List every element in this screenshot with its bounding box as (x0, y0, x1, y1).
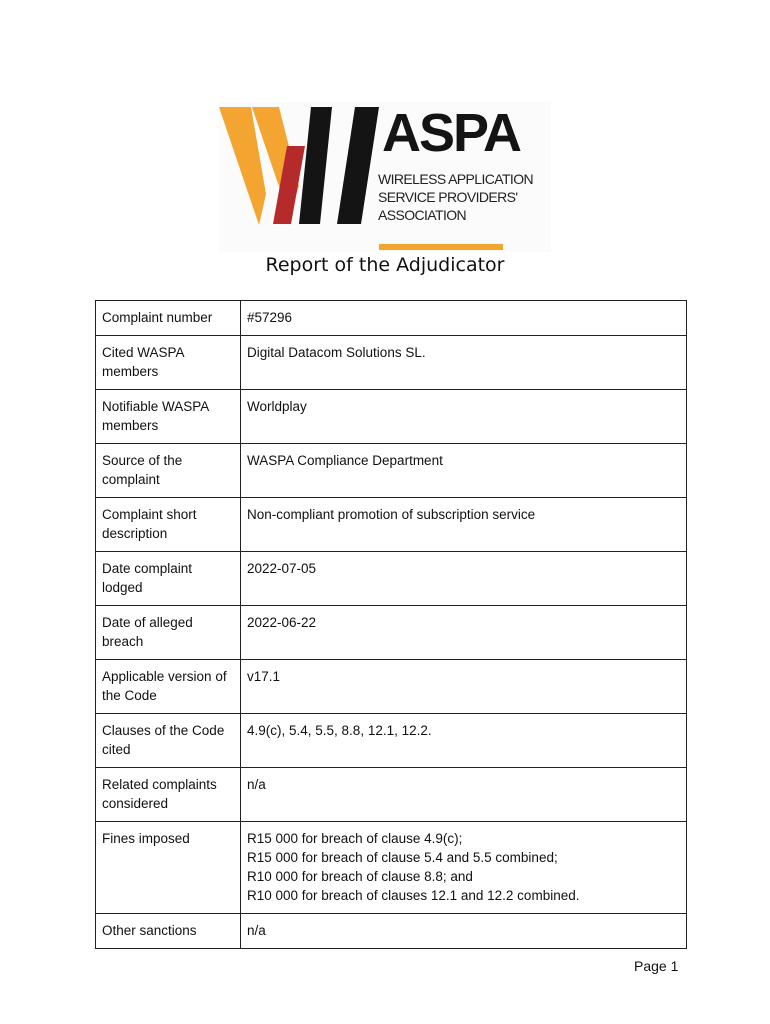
table-row (96, 914, 687, 949)
table-row (96, 301, 687, 336)
logo-subtitle-line: WIRELESS APPLICATION (378, 171, 534, 187)
table-row (96, 660, 687, 714)
table-row (96, 714, 687, 768)
logo-underline-bar (379, 244, 503, 250)
row-value: n/a (241, 768, 687, 822)
row-label: Related complaints considered (96, 768, 241, 822)
table-row (96, 498, 687, 552)
row-label: Cited WASPA members (96, 336, 241, 390)
fine-line: R15 000 for breach of clause 5.4 and 5.5 combined; (247, 850, 558, 865)
row-value: Worldplay (241, 390, 687, 444)
fine-line: R10 000 for breach of clauses 12.1 and 12.2 combined. (247, 888, 580, 903)
row-label: Complaint number (96, 301, 241, 336)
row-value: Digital Datacom Solutions SL. (241, 336, 687, 390)
table-row-fines (96, 822, 687, 914)
waspa-w-mark-icon (219, 102, 379, 252)
logo-subtitle-line: SERVICE PROVIDERS' (378, 189, 518, 205)
row-value: 2022-07-05 (241, 552, 687, 606)
table-row (96, 390, 687, 444)
report-table (95, 300, 687, 949)
row-label: Complaint short description (96, 498, 241, 552)
fine-line: R10 000 for breach of clause 8.8; and (247, 869, 473, 884)
row-value: v17.1 (241, 660, 687, 714)
report-title: Report of the Adjudicator (265, 254, 505, 276)
row-label: Date of alleged breach (96, 606, 241, 660)
table-row (96, 336, 687, 390)
row-value: WASPA Compliance Department (241, 444, 687, 498)
row-value: 2022-06-22 (241, 606, 687, 660)
row-label: Source of the complaint (96, 444, 241, 498)
row-value: Non-compliant promotion of subscription service (241, 498, 687, 552)
table-row (96, 768, 687, 822)
table-row (96, 606, 687, 660)
fine-line: R15 000 for breach of clause 4.9(c); (247, 831, 463, 846)
row-label: Other sanctions (96, 914, 241, 949)
row-label: Date complaint lodged (96, 552, 241, 606)
page-number: Page 1 (634, 958, 679, 974)
logo-subtitle-line: ASSOCIATION (378, 207, 467, 223)
row-label: Applicable version of the Code (96, 660, 241, 714)
fines-value (241, 822, 687, 914)
row-value: n/a (241, 914, 687, 949)
logo-wordmark: ASPA (382, 103, 521, 163)
row-label: Clauses of the Code cited (96, 714, 241, 768)
row-value: 4.9(c), 5.4, 5.5, 8.8, 12.1, 12.2. (241, 714, 687, 768)
table-row (96, 444, 687, 498)
row-label: Fines imposed (96, 822, 241, 914)
row-value: #57296 (241, 301, 687, 336)
waspa-logo (219, 102, 551, 252)
row-label: Notifiable WASPA members (96, 390, 241, 444)
table-row (96, 552, 687, 606)
